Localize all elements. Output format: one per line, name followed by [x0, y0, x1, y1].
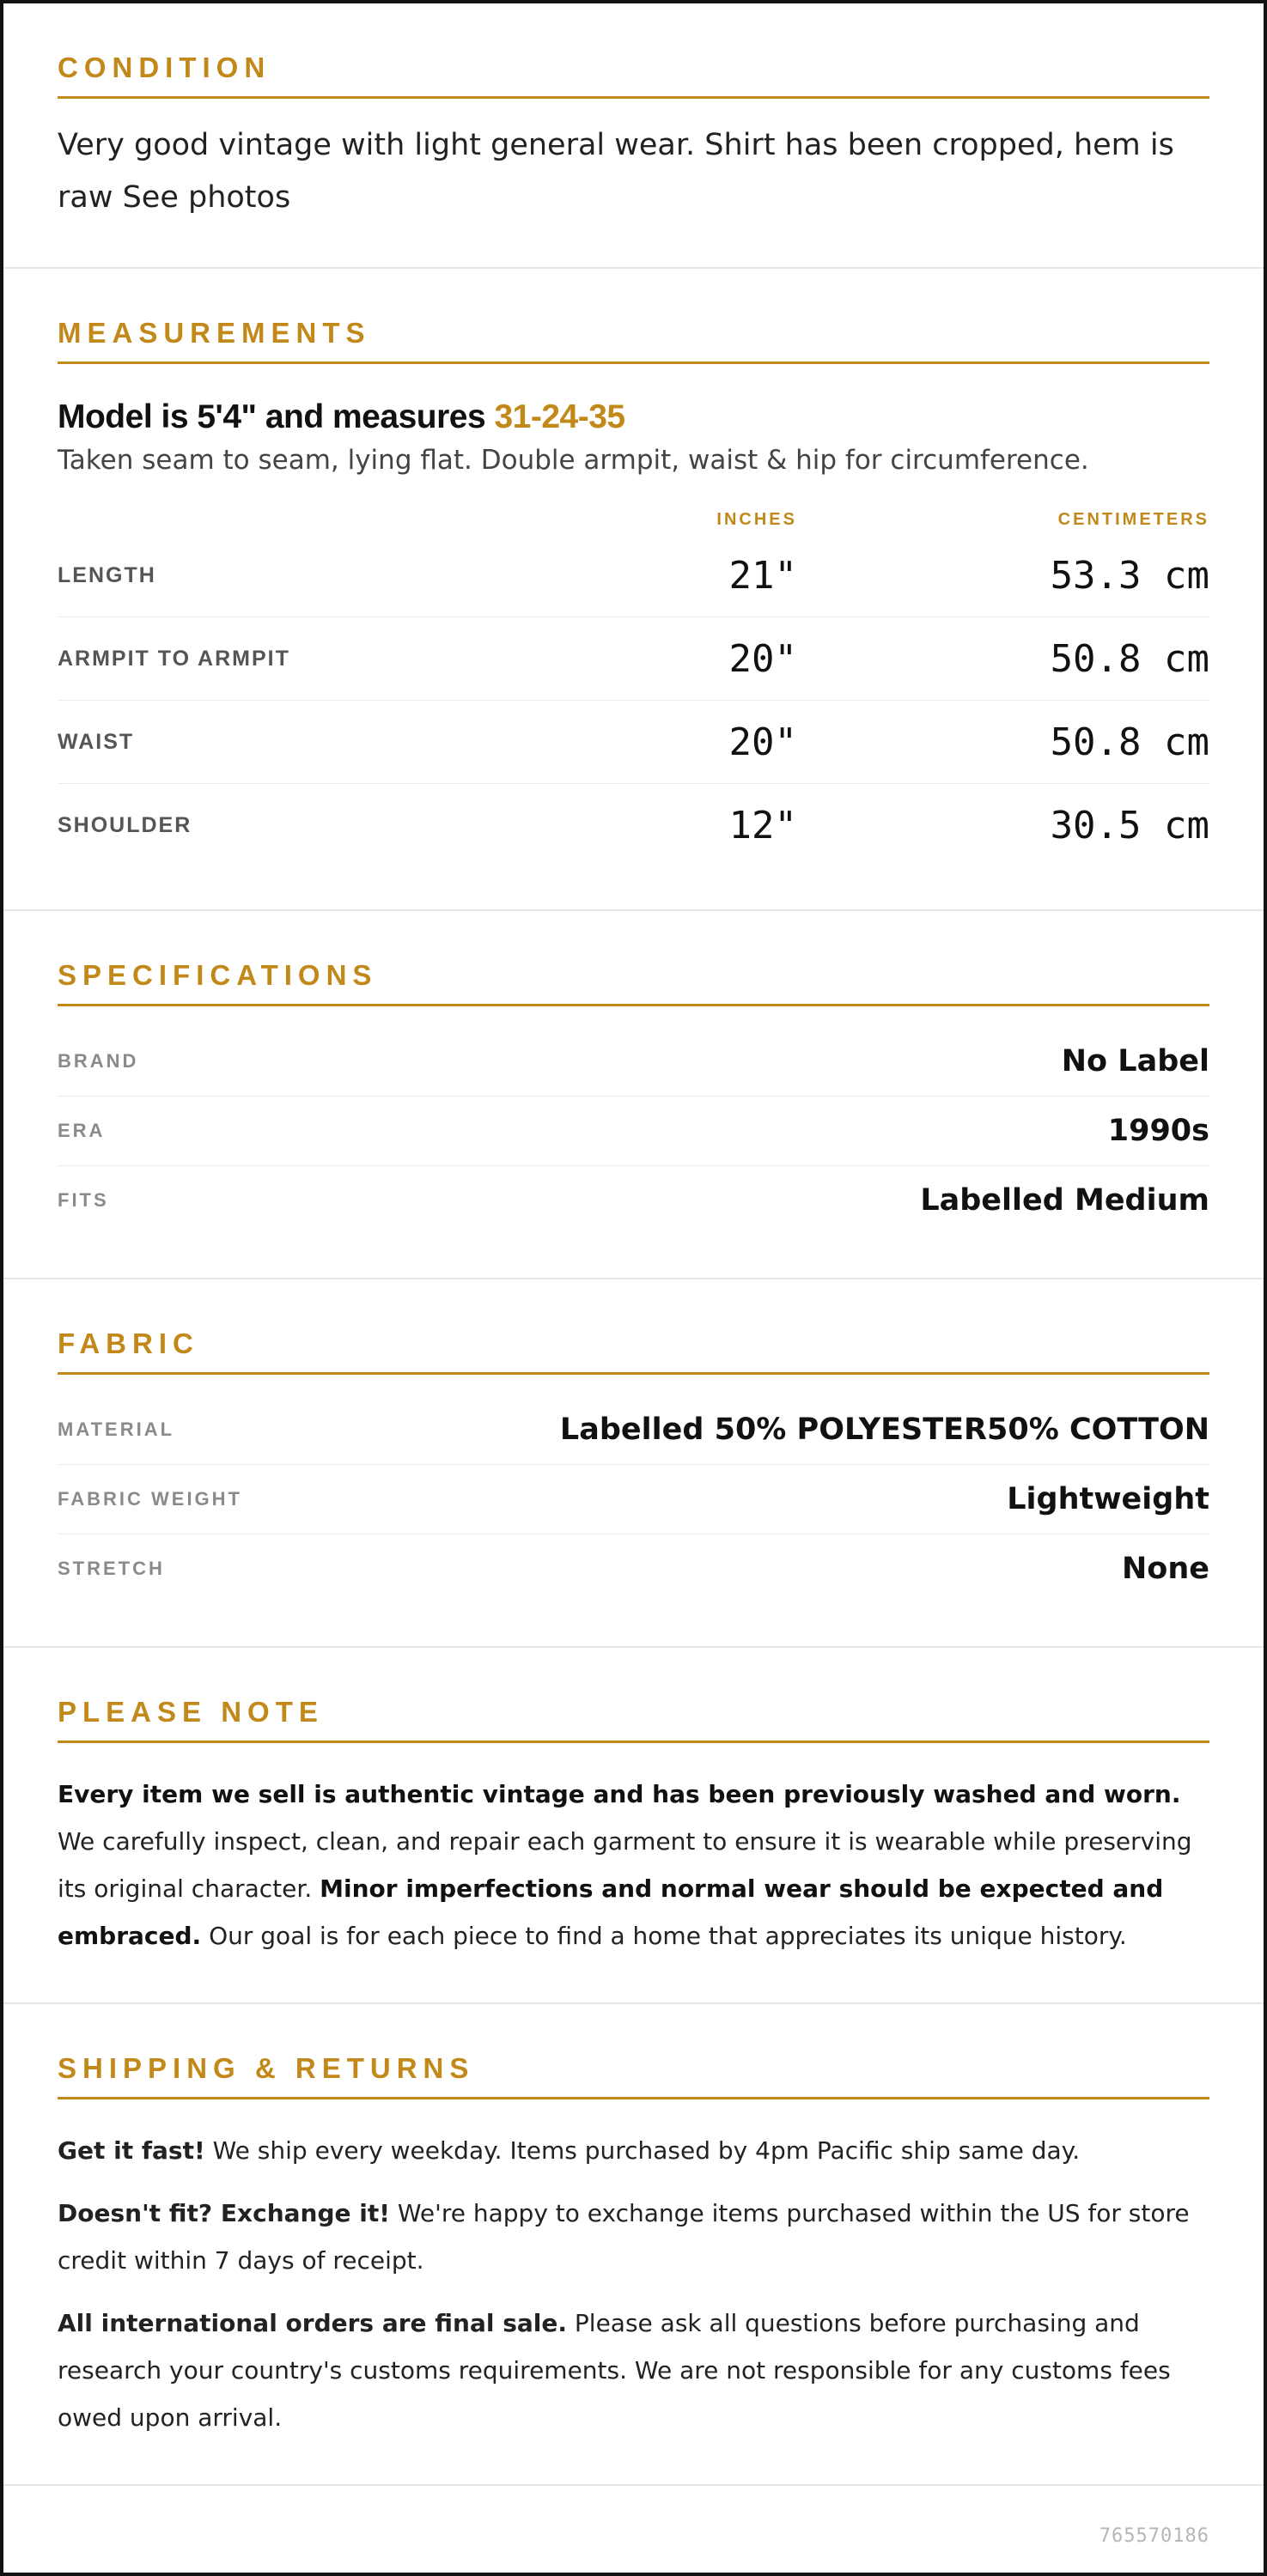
measurement-label: SHOULDER	[58, 812, 192, 837]
measurement-row-length	[58, 534, 1209, 617]
measurement-inches: 12"	[728, 803, 797, 848]
measurements-table	[58, 505, 1209, 866]
spec-row-fits	[58, 1166, 1209, 1235]
shipping-paragraph-2	[58, 2190, 1209, 2284]
note-bold-2: Minor imperfections and normal wear should be expected and embraced.	[58, 1874, 1164, 1950]
spec-key: FITS	[58, 1189, 109, 1211]
inches-header: INCHES	[716, 509, 797, 529]
spec-key: BRAND	[58, 1050, 139, 1072]
fabric-value: None	[1122, 1552, 1209, 1586]
condition-section	[3, 3, 1264, 269]
spec-key: ERA	[58, 1120, 106, 1141]
shipping-text: We ship every weekday. Items purchased by 4pm Pacific ship same day.	[204, 2136, 1081, 2165]
measurement-inches: 20"	[728, 636, 797, 681]
measurements-title: MEASUREMENTS	[58, 317, 1209, 364]
note-bold-1: Every item we sell is authentic vintage and has been previously washed and worn.	[58, 1780, 1181, 1808]
shipping-paragraph-3	[58, 2300, 1209, 2441]
shipping-bold: All international orders are final sale.	[58, 2309, 568, 2337]
please-note-title: PLEASE NOTE	[58, 1696, 1209, 1743]
note-text-1: We carefully inspect, clean, and repair each garment to ensure it is wearable while preserving its original character.	[58, 1827, 1192, 1903]
sku-number: 765570186	[1099, 2525, 1209, 2547]
shipping-content	[58, 2127, 1209, 2441]
measurement-cm: 30.5 cm	[1050, 803, 1209, 848]
fabric-key: FABRIC WEIGHT	[58, 1488, 242, 1510]
fabric-row-material	[58, 1395, 1209, 1465]
condition-text: Very good vintage with light general wear. Shirt has been cropped, hem is raw See photos	[58, 128, 1174, 215]
measurement-inches: 21"	[728, 553, 797, 598]
shipping-section	[3, 2004, 1264, 2486]
note-text-2: Our goal is for each piece to find a home that appreciates its unique history.	[201, 1922, 1127, 1950]
please-note-section	[3, 1648, 1264, 2004]
spec-value: No Label	[1061, 1044, 1209, 1078]
shipping-text: We're happy to exchange items purchased within the US for store credit within 7 days of receipt.	[58, 2199, 1190, 2275]
spec-value: 1990s	[1107, 1114, 1209, 1148]
model-measures-value: 31-24-35	[494, 398, 625, 435]
shipping-text: Please ask all questions before purchasing and research your country's customs requirements. We are not responsible for any customs fees owed upon arrival.	[58, 2309, 1171, 2432]
shipping-bold: Get it fast!	[58, 2136, 205, 2165]
spec-value: Labelled Medium	[920, 1183, 1209, 1218]
specifications-section	[3, 911, 1264, 1279]
fabric-row-weight	[58, 1465, 1209, 1534]
specifications-list	[58, 1027, 1209, 1235]
measurement-cm: 50.8 cm	[1050, 720, 1209, 764]
fabric-value: Lightweight	[1007, 1482, 1209, 1516]
fabric-key: STRETCH	[58, 1558, 165, 1579]
shipping-paragraph-1	[58, 2127, 1209, 2174]
measurements-header	[58, 505, 1209, 534]
measurements-section	[3, 269, 1264, 911]
measurement-label: WAIST	[58, 729, 135, 754]
measurements-subtitle: Taken seam to seam, lying flat. Double armpit, waist & hip for circumference.	[58, 445, 1089, 476]
measurement-row-waist	[58, 701, 1209, 784]
please-note-text	[58, 1771, 1209, 1959]
centimeters-header: CENTIMETERS	[1057, 509, 1209, 529]
fabric-section	[3, 1279, 1264, 1648]
fabric-title: FABRIC	[58, 1327, 1209, 1375]
measurement-row-armpit	[58, 617, 1209, 701]
model-measurements	[58, 398, 1209, 436]
measurement-label: LENGTH	[58, 562, 156, 587]
model-prefix: Model is 5'4" and measures	[58, 398, 495, 435]
measurement-inches: 20"	[728, 720, 797, 764]
condition-title: CONDITION	[58, 52, 1209, 99]
measurement-cm: 50.8 cm	[1050, 636, 1209, 681]
shipping-bold: Doesn't fit? Exchange it!	[58, 2199, 390, 2227]
spec-row-brand	[58, 1027, 1209, 1097]
measurement-cm: 53.3 cm	[1050, 553, 1209, 598]
fabric-row-stretch	[58, 1534, 1209, 1603]
measurement-row-shoulder	[58, 784, 1209, 866]
specifications-title: SPECIFICATIONS	[58, 959, 1209, 1006]
fabric-key: MATERIAL	[58, 1419, 175, 1440]
shipping-title: SHIPPING & RETURNS	[58, 2052, 1209, 2099]
fabric-value: Labelled 50% POLYESTER50% COTTON	[559, 1413, 1209, 1447]
fabric-list	[58, 1395, 1209, 1603]
spec-row-era	[58, 1097, 1209, 1166]
measurement-label: ARMPIT TO ARMPIT	[58, 646, 290, 671]
